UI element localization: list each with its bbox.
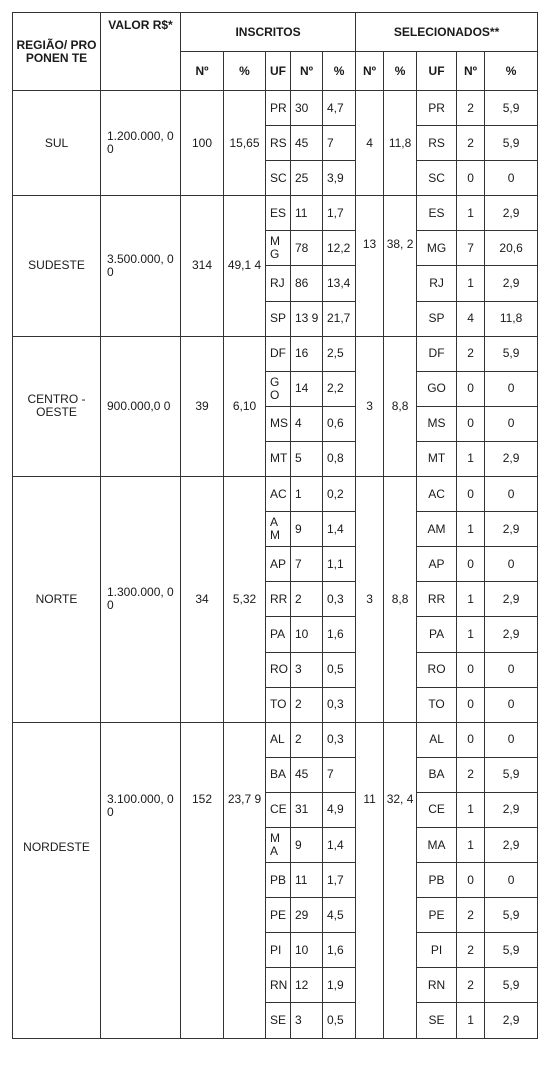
insc-uf: BA: [266, 757, 291, 792]
sel-uf: RO: [417, 652, 457, 687]
sel-uf-n: 0: [457, 161, 485, 196]
region-insc-pct: 15,65: [224, 91, 266, 196]
sel-uf-pct: 0: [485, 161, 538, 196]
insc-uf-pct: 0,6: [323, 406, 356, 441]
subheader-insc-uf-n: Nº: [291, 52, 323, 91]
region-name: CENTRO -OESTE: [13, 336, 101, 476]
sel-uf-pct: 0: [485, 371, 538, 406]
sel-uf: RS: [417, 126, 457, 161]
insc-uf: AL: [266, 722, 291, 757]
insc-uf: PR: [266, 91, 291, 126]
insc-uf-pct: 1,4: [323, 827, 356, 862]
region-name: NORTE: [13, 477, 101, 723]
insc-uf-n: 4: [291, 406, 323, 441]
table-header: [13, 13, 538, 91]
sel-uf-pct: 5,9: [485, 91, 538, 126]
sel-uf-n: 7: [457, 231, 485, 266]
sel-uf: MS: [417, 406, 457, 441]
sel-uf-n: 0: [457, 477, 485, 512]
subheader-sel-pct: %: [384, 52, 417, 91]
table-row: [13, 477, 538, 512]
insc-uf-pct: 13,4: [323, 266, 356, 301]
sel-uf-n: 2: [457, 968, 485, 1003]
sel-uf: ES: [417, 196, 457, 231]
insc-uf-pct: 0,3: [323, 687, 356, 722]
insc-uf-n: 5: [291, 441, 323, 476]
region-insc-n: 39: [181, 336, 224, 476]
insc-uf-n: 86: [291, 266, 323, 301]
insc-uf: SP: [266, 301, 291, 336]
sel-uf-n: 0: [457, 722, 485, 757]
sel-uf: SE: [417, 1003, 457, 1038]
insc-uf: RR: [266, 582, 291, 617]
insc-uf: DF: [266, 336, 291, 371]
insc-uf-n: 9: [291, 827, 323, 862]
sel-uf-pct: 0: [485, 722, 538, 757]
insc-uf-n: 10: [291, 617, 323, 652]
insc-uf-n: 12: [291, 968, 323, 1003]
sel-uf-n: 2: [457, 126, 485, 161]
insc-uf-pct: 1,1: [323, 547, 356, 582]
subheader-insc-pct: %: [224, 52, 266, 91]
sel-uf-pct: 5,9: [485, 336, 538, 371]
sel-uf: AP: [417, 547, 457, 582]
sel-uf: DF: [417, 336, 457, 371]
insc-uf-n: 11: [291, 863, 323, 898]
sel-uf: AL: [417, 722, 457, 757]
sel-uf-pct: 5,9: [485, 968, 538, 1003]
subheader-insc-uf-pct: %: [323, 52, 356, 91]
insc-uf-n: 3: [291, 1003, 323, 1038]
header-inscritos: INSCRITOS: [181, 13, 356, 52]
insc-uf-pct: 2,2: [323, 371, 356, 406]
region-name: SUDESTE: [13, 196, 101, 336]
sel-uf-n: 1: [457, 1003, 485, 1038]
insc-uf-pct: 0,5: [323, 1003, 356, 1038]
insc-uf-pct: 4,9: [323, 792, 356, 827]
table-row: [13, 722, 538, 757]
sel-uf: MA: [417, 827, 457, 862]
sel-uf: RN: [417, 968, 457, 1003]
subheader-sel-uf: UF: [417, 52, 457, 91]
sel-uf-n: 0: [457, 371, 485, 406]
sel-uf-pct: 2,9: [485, 1003, 538, 1038]
sel-uf: SC: [417, 161, 457, 196]
sel-uf-pct: 2,9: [485, 441, 538, 476]
insc-uf: M G: [266, 231, 291, 266]
sel-uf-n: 4: [457, 301, 485, 336]
insc-uf: AC: [266, 477, 291, 512]
sel-uf-pct: 0: [485, 406, 538, 441]
region-insc-n: 34: [181, 477, 224, 723]
sel-uf: SP: [417, 301, 457, 336]
sel-uf: AM: [417, 512, 457, 547]
insc-uf-pct: 3,9: [323, 161, 356, 196]
insc-uf-n: 78: [291, 231, 323, 266]
region-insc-n: 100: [181, 91, 224, 196]
region-valor: 1.300.000, 00: [101, 477, 181, 723]
sel-uf-pct: 5,9: [485, 126, 538, 161]
region-sel-n: 11: [356, 722, 384, 1038]
insc-uf-n: 7: [291, 547, 323, 582]
subheader-sel-uf-pct: %: [485, 52, 538, 91]
insc-uf-pct: 12,2: [323, 231, 356, 266]
sel-uf-n: 1: [457, 617, 485, 652]
sel-uf-n: 1: [457, 441, 485, 476]
insc-uf: PA: [266, 617, 291, 652]
region-sel-pct: 32, 4: [384, 722, 417, 1038]
insc-uf-n: 2: [291, 722, 323, 757]
region-sel-n: 3: [356, 336, 384, 476]
sel-uf-n: 2: [457, 898, 485, 933]
insc-uf: PI: [266, 933, 291, 968]
region-sel-pct: 11,8: [384, 91, 417, 196]
insc-uf-n: 16: [291, 336, 323, 371]
insc-uf-n: 3: [291, 652, 323, 687]
insc-uf-pct: 21,7: [323, 301, 356, 336]
insc-uf-pct: 0,2: [323, 477, 356, 512]
sel-uf-n: 0: [457, 863, 485, 898]
insc-uf-n: 30: [291, 91, 323, 126]
sel-uf: RR: [417, 582, 457, 617]
insc-uf: RJ: [266, 266, 291, 301]
insc-uf: PB: [266, 863, 291, 898]
insc-uf-n: 1: [291, 477, 323, 512]
sel-uf-pct: 11,8: [485, 301, 538, 336]
insc-uf-pct: 4,5: [323, 898, 356, 933]
insc-uf: GO: [266, 371, 291, 406]
region-valor: 1.200.000, 00: [101, 91, 181, 196]
data-table: [12, 12, 538, 1039]
sel-uf-n: 1: [457, 792, 485, 827]
sel-uf-pct: 2,9: [485, 266, 538, 301]
table-row: [13, 91, 538, 126]
insc-uf-pct: 1,9: [323, 968, 356, 1003]
region-valor: 900.000,0 0: [101, 336, 181, 476]
sel-uf-pct: 2,9: [485, 196, 538, 231]
insc-uf-pct: 1,7: [323, 863, 356, 898]
insc-uf-n: 29: [291, 898, 323, 933]
sel-uf-pct: 2,9: [485, 582, 538, 617]
insc-uf-n: 31: [291, 792, 323, 827]
insc-uf: RO: [266, 652, 291, 687]
sel-uf-pct: 2,9: [485, 617, 538, 652]
sel-uf-pct: 2,9: [485, 827, 538, 862]
region-sel-pct: 38, 2: [384, 196, 417, 336]
insc-uf: AP: [266, 547, 291, 582]
table-row: [13, 196, 538, 231]
insc-uf-pct: 4,7: [323, 91, 356, 126]
sel-uf-pct: 0: [485, 687, 538, 722]
header-selecionados: SELECIONADOS**: [356, 13, 538, 52]
insc-uf-n: 11: [291, 196, 323, 231]
sel-uf-n: 0: [457, 547, 485, 582]
region-sel-pct: 8,8: [384, 336, 417, 476]
sel-uf-n: 2: [457, 91, 485, 126]
header-regiao: REGIÃO/ PROPONEN TE: [13, 13, 101, 91]
sel-uf-n: 2: [457, 336, 485, 371]
insc-uf-n: 2: [291, 687, 323, 722]
subheader-sel-n: Nº: [356, 52, 384, 91]
sel-uf: TO: [417, 687, 457, 722]
sel-uf: GO: [417, 371, 457, 406]
sel-uf: PR: [417, 91, 457, 126]
sel-uf-pct: 5,9: [485, 898, 538, 933]
sel-uf-pct: 0: [485, 547, 538, 582]
region-valor: 3.100.000, 00: [101, 722, 181, 1038]
sel-uf: AC: [417, 477, 457, 512]
header-valor: VALOR R$*: [101, 13, 181, 91]
region-insc-n: 152: [181, 722, 224, 1038]
sel-uf-pct: 5,9: [485, 933, 538, 968]
insc-uf: RN: [266, 968, 291, 1003]
insc-uf: M A: [266, 827, 291, 862]
subheader-sel-uf-n: Nº: [457, 52, 485, 91]
region-insc-pct: 5,32: [224, 477, 266, 723]
insc-uf: TO: [266, 687, 291, 722]
insc-uf: CE: [266, 792, 291, 827]
insc-uf-n: 13 9: [291, 301, 323, 336]
table-body: [13, 91, 538, 1039]
subheader-insc-uf: UF: [266, 52, 291, 91]
sel-uf-pct: 0: [485, 863, 538, 898]
sel-uf: RJ: [417, 266, 457, 301]
insc-uf-pct: 0,8: [323, 441, 356, 476]
insc-uf: MS: [266, 406, 291, 441]
insc-uf-n: 9: [291, 512, 323, 547]
insc-uf-n: 10: [291, 933, 323, 968]
sel-uf: PB: [417, 863, 457, 898]
insc-uf-n: 25: [291, 161, 323, 196]
insc-uf-n: 2: [291, 582, 323, 617]
insc-uf-pct: 7: [323, 126, 356, 161]
insc-uf-pct: 1,4: [323, 512, 356, 547]
region-sel-n: 3: [356, 477, 384, 723]
region-sel-n: 13: [356, 196, 384, 336]
region-insc-pct: 49,1 4: [224, 196, 266, 336]
insc-uf-pct: 1,7: [323, 196, 356, 231]
insc-uf: PE: [266, 898, 291, 933]
sel-uf-n: 1: [457, 196, 485, 231]
sel-uf-n: 2: [457, 757, 485, 792]
region-sel-n: 4: [356, 91, 384, 196]
sel-uf-n: 0: [457, 652, 485, 687]
sel-uf: MT: [417, 441, 457, 476]
sel-uf-n: 0: [457, 687, 485, 722]
sel-uf: PI: [417, 933, 457, 968]
insc-uf-pct: 0,3: [323, 582, 356, 617]
sel-uf: PE: [417, 898, 457, 933]
sel-uf-n: 1: [457, 827, 485, 862]
insc-uf-n: 45: [291, 757, 323, 792]
region-insc-pct: 6,10: [224, 336, 266, 476]
insc-uf-n: 14: [291, 371, 323, 406]
insc-uf: ES: [266, 196, 291, 231]
insc-uf-pct: 0,5: [323, 652, 356, 687]
sel-uf-pct: 0: [485, 652, 538, 687]
sel-uf-pct: 20,6: [485, 231, 538, 266]
insc-uf-pct: 0,3: [323, 722, 356, 757]
insc-uf-pct: 7: [323, 757, 356, 792]
region-sel-pct: 8,8: [384, 477, 417, 723]
region-valor: 3.500.000, 00: [101, 196, 181, 336]
region-name: NORDESTE: [13, 722, 101, 1038]
sel-uf: CE: [417, 792, 457, 827]
insc-uf: SC: [266, 161, 291, 196]
insc-uf: SE: [266, 1003, 291, 1038]
insc-uf: A M: [266, 512, 291, 547]
subheader-insc-n: Nº: [181, 52, 224, 91]
insc-uf-pct: 1,6: [323, 933, 356, 968]
table-row: [13, 336, 538, 371]
insc-uf-pct: 1,6: [323, 617, 356, 652]
sel-uf-pct: 2,9: [485, 792, 538, 827]
sel-uf-pct: 2,9: [485, 512, 538, 547]
sel-uf-n: 1: [457, 582, 485, 617]
sel-uf-n: 2: [457, 933, 485, 968]
sel-uf-n: 1: [457, 512, 485, 547]
insc-uf: RS: [266, 126, 291, 161]
sel-uf-n: 1: [457, 266, 485, 301]
insc-uf: MT: [266, 441, 291, 476]
sel-uf: BA: [417, 757, 457, 792]
insc-uf-n: 45: [291, 126, 323, 161]
sel-uf-n: 0: [457, 406, 485, 441]
insc-uf-pct: 2,5: [323, 336, 356, 371]
sel-uf-pct: 0: [485, 477, 538, 512]
region-insc-n: 314: [181, 196, 224, 336]
sel-uf: MG: [417, 231, 457, 266]
region-insc-pct: 23,7 9: [224, 722, 266, 1038]
region-name: SUL: [13, 91, 101, 196]
sel-uf: PA: [417, 617, 457, 652]
sel-uf-pct: 5,9: [485, 757, 538, 792]
